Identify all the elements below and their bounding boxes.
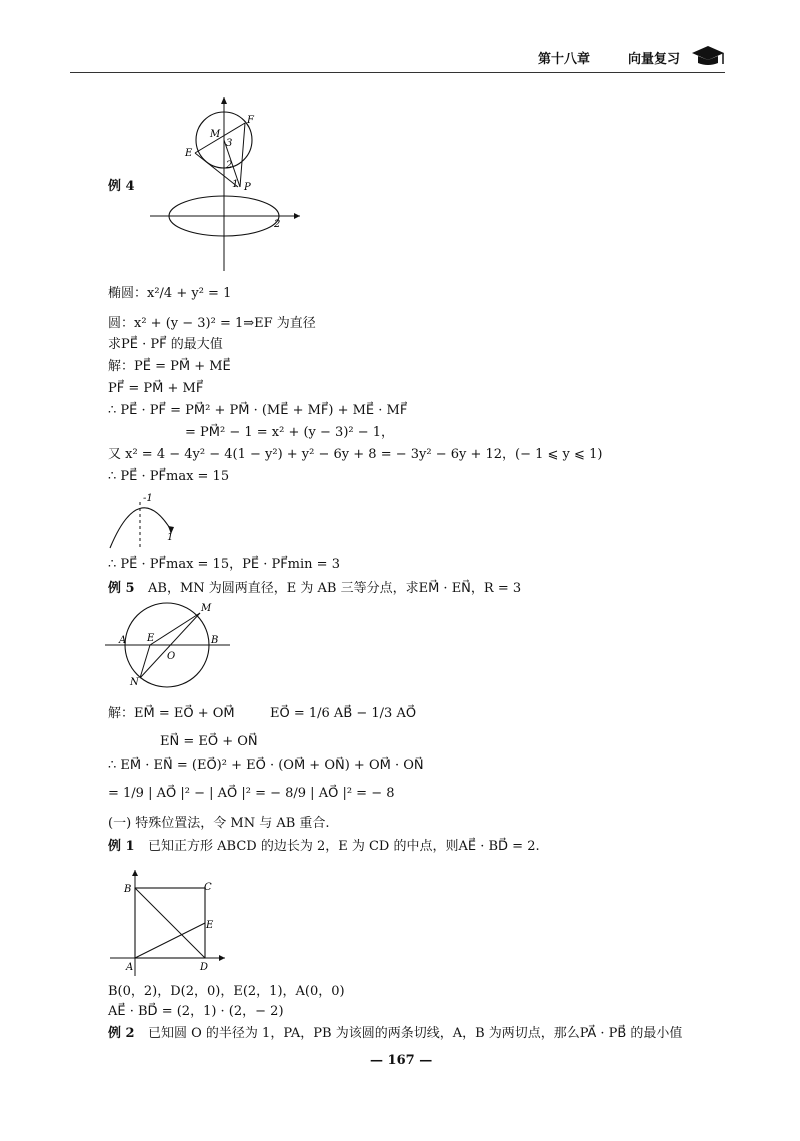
example5-statement: AB，MN 为圆两直径，E 为 AB 三等分点，求EM⃗ · EN⃗，R = 3 bbox=[148, 581, 522, 596]
example1-line: B(0，2)，D(2，0)，E(2，1)，A(0，0) bbox=[108, 984, 345, 999]
figure-point-label: P bbox=[244, 182, 251, 193]
figure-point-label: A bbox=[119, 635, 127, 646]
figure-number-label: 2 bbox=[226, 160, 233, 171]
example5-line: EO⃗ = 1/6 AB⃗ − 1/3 AO⃗ bbox=[270, 706, 417, 721]
example5-line: ∴ EM⃗ · EN⃗ = (EO⃗)² + EO⃗ · (OM⃗ + ON⃗) + OM⃗ · ON⃗ bbox=[108, 758, 424, 773]
example4-line: 椭圆：x²/4 + y² = 1 bbox=[108, 286, 232, 301]
section-title: 向量复习 bbox=[628, 52, 681, 67]
figure-point-label: M bbox=[210, 129, 221, 140]
example2-statement: 已知圆 O 的半径为 1，PA，PB 为该圆的两条切线，A，B 为两切点，那么PA⃗ · PB⃗ 的最小值 bbox=[148, 1026, 683, 1041]
example4-line: PF⃗ = PM⃗ + MF⃗ bbox=[108, 381, 204, 396]
example4-line: ∴ PE⃗ · PF⃗ = PM⃗² + PM⃗ · (ME⃗ + MF⃗) + ME⃗ · MF⃗ bbox=[108, 403, 408, 418]
figure-number-label: 3 bbox=[226, 138, 233, 149]
example4-figure bbox=[150, 95, 310, 275]
parabola-label: 1 bbox=[167, 532, 174, 543]
figure-point-label: B bbox=[124, 884, 132, 895]
figure-number-label: 2 bbox=[274, 219, 281, 230]
graduation-cap-icon bbox=[688, 44, 728, 68]
example2-label: 例 2 bbox=[108, 1026, 135, 1041]
figure-point-label: E bbox=[185, 148, 193, 159]
example4-line: 又 x² = 4 − 4y² − 4(1 − y²) + y² − 6y + 8 = − 3y² − 6y + 12，(− 1 ⩽ y ⩽ 1) bbox=[108, 447, 603, 462]
figure-number-label: 1 bbox=[232, 179, 239, 190]
example4-line: 圆：x² + (y − 3)² = 1⇒EF 为直径 bbox=[108, 316, 316, 331]
example4-line: = PM⃗² − 1 = x² + (y − 3)² − 1， bbox=[185, 425, 395, 440]
figure-point-label: B bbox=[211, 635, 219, 646]
example4-label: 例 4 bbox=[108, 179, 135, 194]
example1-label: 例 1 bbox=[108, 839, 135, 854]
example5-label: 例 5 bbox=[108, 581, 135, 596]
example4-line: 求PE⃗ · PF⃗ 的最大值 bbox=[108, 337, 223, 352]
chapter-title: 第十八章 bbox=[538, 52, 591, 67]
figure-point-label: O bbox=[167, 651, 176, 662]
figure-point-label: E bbox=[206, 920, 214, 931]
example1-statement: 已知正方形 ABCD 的边长为 2，E 为 CD 的中点，则AE⃗ · BD⃗ = 2. bbox=[148, 839, 540, 854]
header-rule bbox=[70, 72, 725, 73]
example5-figure bbox=[105, 605, 235, 690]
figure-point-label: F bbox=[247, 115, 254, 126]
page-number: — 167 — bbox=[370, 1053, 433, 1068]
example5-line: = 1/9 | AO⃗ |² − | AO⃗ |² = − 8/9 | AO⃗ |² = − 8 bbox=[108, 786, 395, 801]
figure-point-label: A bbox=[126, 962, 134, 973]
example4-line: ∴ PE⃗ · PF⃗max = 15 bbox=[108, 469, 230, 484]
example1-line: AE⃗ · BD⃗ = (2，1) · (2，− 2) bbox=[108, 1004, 284, 1019]
figure-point-label: C bbox=[204, 882, 212, 893]
example1-figure bbox=[110, 868, 230, 978]
parabola-figure bbox=[105, 490, 185, 550]
example5-line: EN⃗ = EO⃗ + ON⃗ bbox=[160, 734, 258, 749]
method-heading: (一) 特殊位置法，令 MN 与 AB 重合. bbox=[108, 816, 330, 831]
figure-point-label: M bbox=[201, 603, 212, 614]
example4-conclusion: ∴ PE⃗ · PF⃗max = 15，PE⃗ · PF⃗min = 3 bbox=[108, 557, 340, 572]
parabola-label: -1 bbox=[143, 493, 153, 504]
figure-point-label: E bbox=[147, 633, 155, 644]
figure-point-label: D bbox=[200, 962, 209, 973]
example5-line: 解：EM⃗ = EO⃗ + OM⃗ bbox=[108, 706, 235, 721]
figure-point-label: N bbox=[130, 677, 139, 688]
example4-line: 解：PE⃗ = PM⃗ + ME⃗ bbox=[108, 359, 231, 374]
